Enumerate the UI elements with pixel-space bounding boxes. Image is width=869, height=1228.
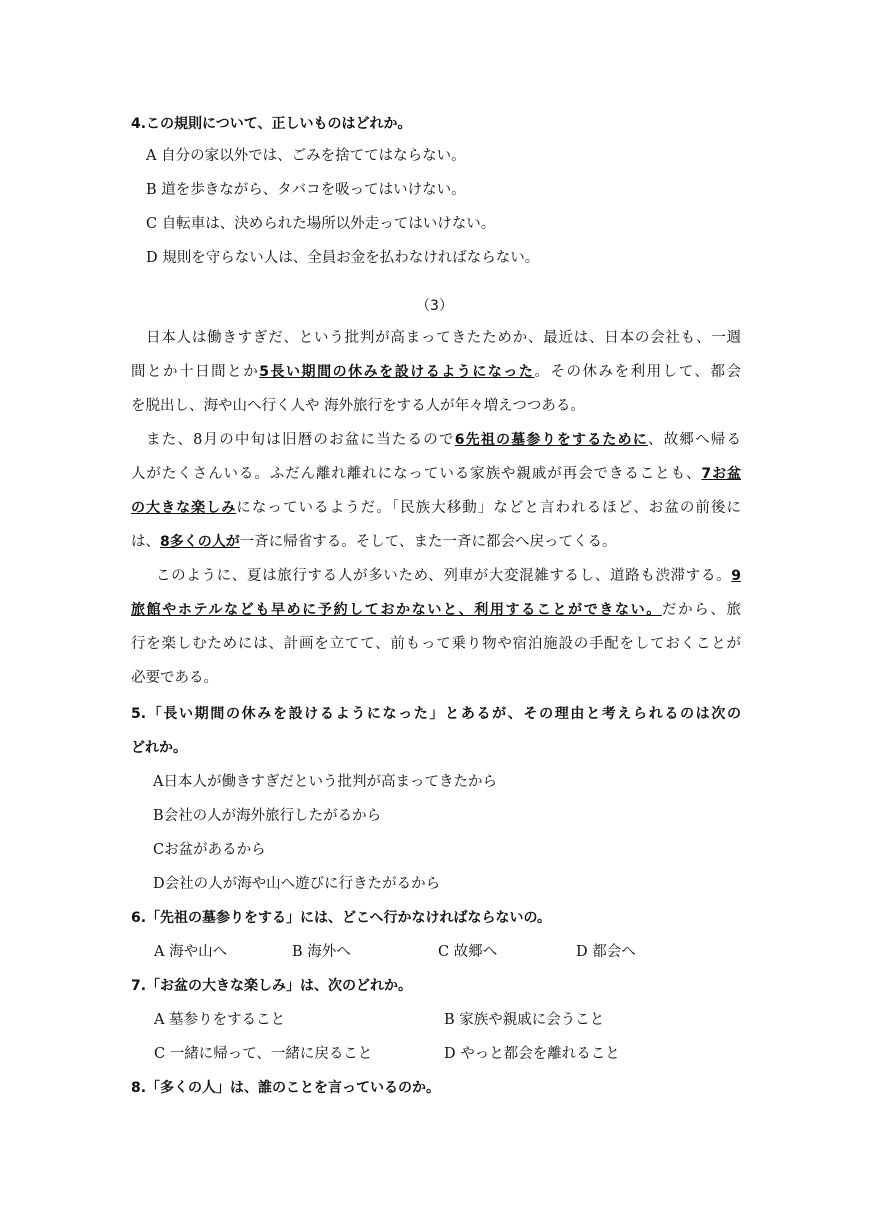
q6-option-a: A 海や山へ bbox=[154, 944, 228, 960]
q7-option-c: C 一緒に帰って、一緒に戻ること bbox=[154, 1046, 373, 1062]
passage-text: 。その休みを利用して、都会 bbox=[534, 364, 741, 380]
passage-p1-line1: 日本人は働きすぎだ、という批判が高まってきたためか、最近は、日本の会社も、一週 bbox=[146, 330, 741, 346]
underlined-phrase-9a: 9 bbox=[731, 568, 741, 584]
q4-option-d: D 規則を守らない人は、全員お金を払わなければならない。 bbox=[146, 250, 540, 266]
passage-text: は、 bbox=[131, 534, 160, 550]
q6-option-c: C 故郷へ bbox=[438, 944, 498, 960]
underlined-phrase-6: 6先祖の墓参りをするために bbox=[454, 432, 648, 448]
passage-p2-line1 bbox=[146, 430, 741, 450]
passage-p3-line2 bbox=[131, 600, 741, 620]
q5-option-c: Cお盆があるから bbox=[153, 842, 266, 858]
section-label: （3） bbox=[416, 298, 453, 314]
q6-option-d: D 都会へ bbox=[576, 944, 636, 960]
underlined-phrase-9b: 旅館やホテルなども早めに予約しておかないと、利用することができない。 bbox=[131, 602, 662, 618]
q7-option-b: B 家族や親戚に会うこと bbox=[444, 1012, 605, 1028]
passage-p3-line3: 行を楽しむためには、計画を立てて、前もって乗り物や宿泊施設の手配をしておくことが bbox=[131, 636, 741, 652]
question-7: 7.「お盆の大きな楽しみ」は、次のどれか。 bbox=[131, 978, 413, 994]
passage-p2-line3 bbox=[131, 498, 741, 518]
question-8: 8.「多くの人」は、誰のことを言っているのか。 bbox=[131, 1080, 441, 1096]
passage-text: になっているようだ。「民族大移動」などと言われるほど、お盆の前後に bbox=[236, 500, 742, 516]
passage-p2-line4 bbox=[131, 532, 741, 552]
passage-p2-line2 bbox=[131, 464, 741, 484]
q6-option-b: B 海外へ bbox=[292, 944, 351, 960]
q4-option-a: A 自分の家以外では、ごみを捨ててはならない。 bbox=[146, 148, 466, 164]
passage-p3-line4: 必要である。 bbox=[131, 670, 218, 686]
question-5-line1: 5.「長い期間の休みを設けるようになった」とあるが、その理由と考えられるのは次の bbox=[131, 706, 741, 722]
underlined-phrase-8: 8多くの人が bbox=[160, 534, 240, 550]
question-4: 4.この規則について、正しいものはどれか。 bbox=[131, 116, 412, 132]
q5-option-b: B会社の人が海外旅行したがるから bbox=[153, 808, 382, 824]
underlined-phrase-7b: の大きな楽しみ bbox=[131, 500, 237, 516]
underlined-phrase-7a: 7お盆 bbox=[701, 466, 741, 482]
passage-text: このように、夏は旅行する人が多いため、列車が大変混雑するし、道路も渋滞する。 bbox=[156, 568, 732, 584]
q7-option-a: A 墓参りをすること bbox=[154, 1012, 286, 1028]
passage-text: 一斉に帰省する。そして、また一斉に都会へ戻ってくる。 bbox=[239, 534, 617, 550]
passage-text: また、8月の中旬は旧暦のお盆に当たるので bbox=[146, 432, 455, 448]
question-5-line2: どれか。 bbox=[131, 740, 187, 756]
passage-text: 、故郷へ帰る bbox=[648, 432, 741, 448]
underlined-phrase-5: 5長い期間の休みを設けるようになった bbox=[259, 364, 535, 380]
passage-p3-line1 bbox=[156, 566, 741, 586]
passage-text: 人がたくさんいる。ふだん離れ離れになっている家族や親戚が再会できることも、 bbox=[131, 466, 702, 482]
q4-option-b: B 道を歩きながら、タバコを吸ってはいけない。 bbox=[146, 182, 466, 198]
passage-p1-line2 bbox=[131, 362, 741, 382]
q7-option-d: D やっと都会を離れること bbox=[444, 1046, 620, 1062]
q5-option-a: A日本人が働きすぎだという批判が高まってきたから bbox=[153, 774, 497, 790]
passage-p1-line3: を脱出し、海や山へ行く人や 海外旅行をする人が年々増えつつある。 bbox=[131, 398, 585, 414]
passage-text: だから、旅 bbox=[661, 602, 741, 618]
q4-option-c: C 自転車は、決められた場所以外走ってはいけない。 bbox=[146, 216, 496, 232]
passage-text: 間とか十日間とか bbox=[131, 364, 260, 380]
question-6: 6.「先祖の墓参りをする」には、どこへ行かなければならないの。 bbox=[131, 910, 551, 926]
q5-option-d: D会社の人が海や山へ遊びに行きたがるから bbox=[153, 876, 441, 892]
